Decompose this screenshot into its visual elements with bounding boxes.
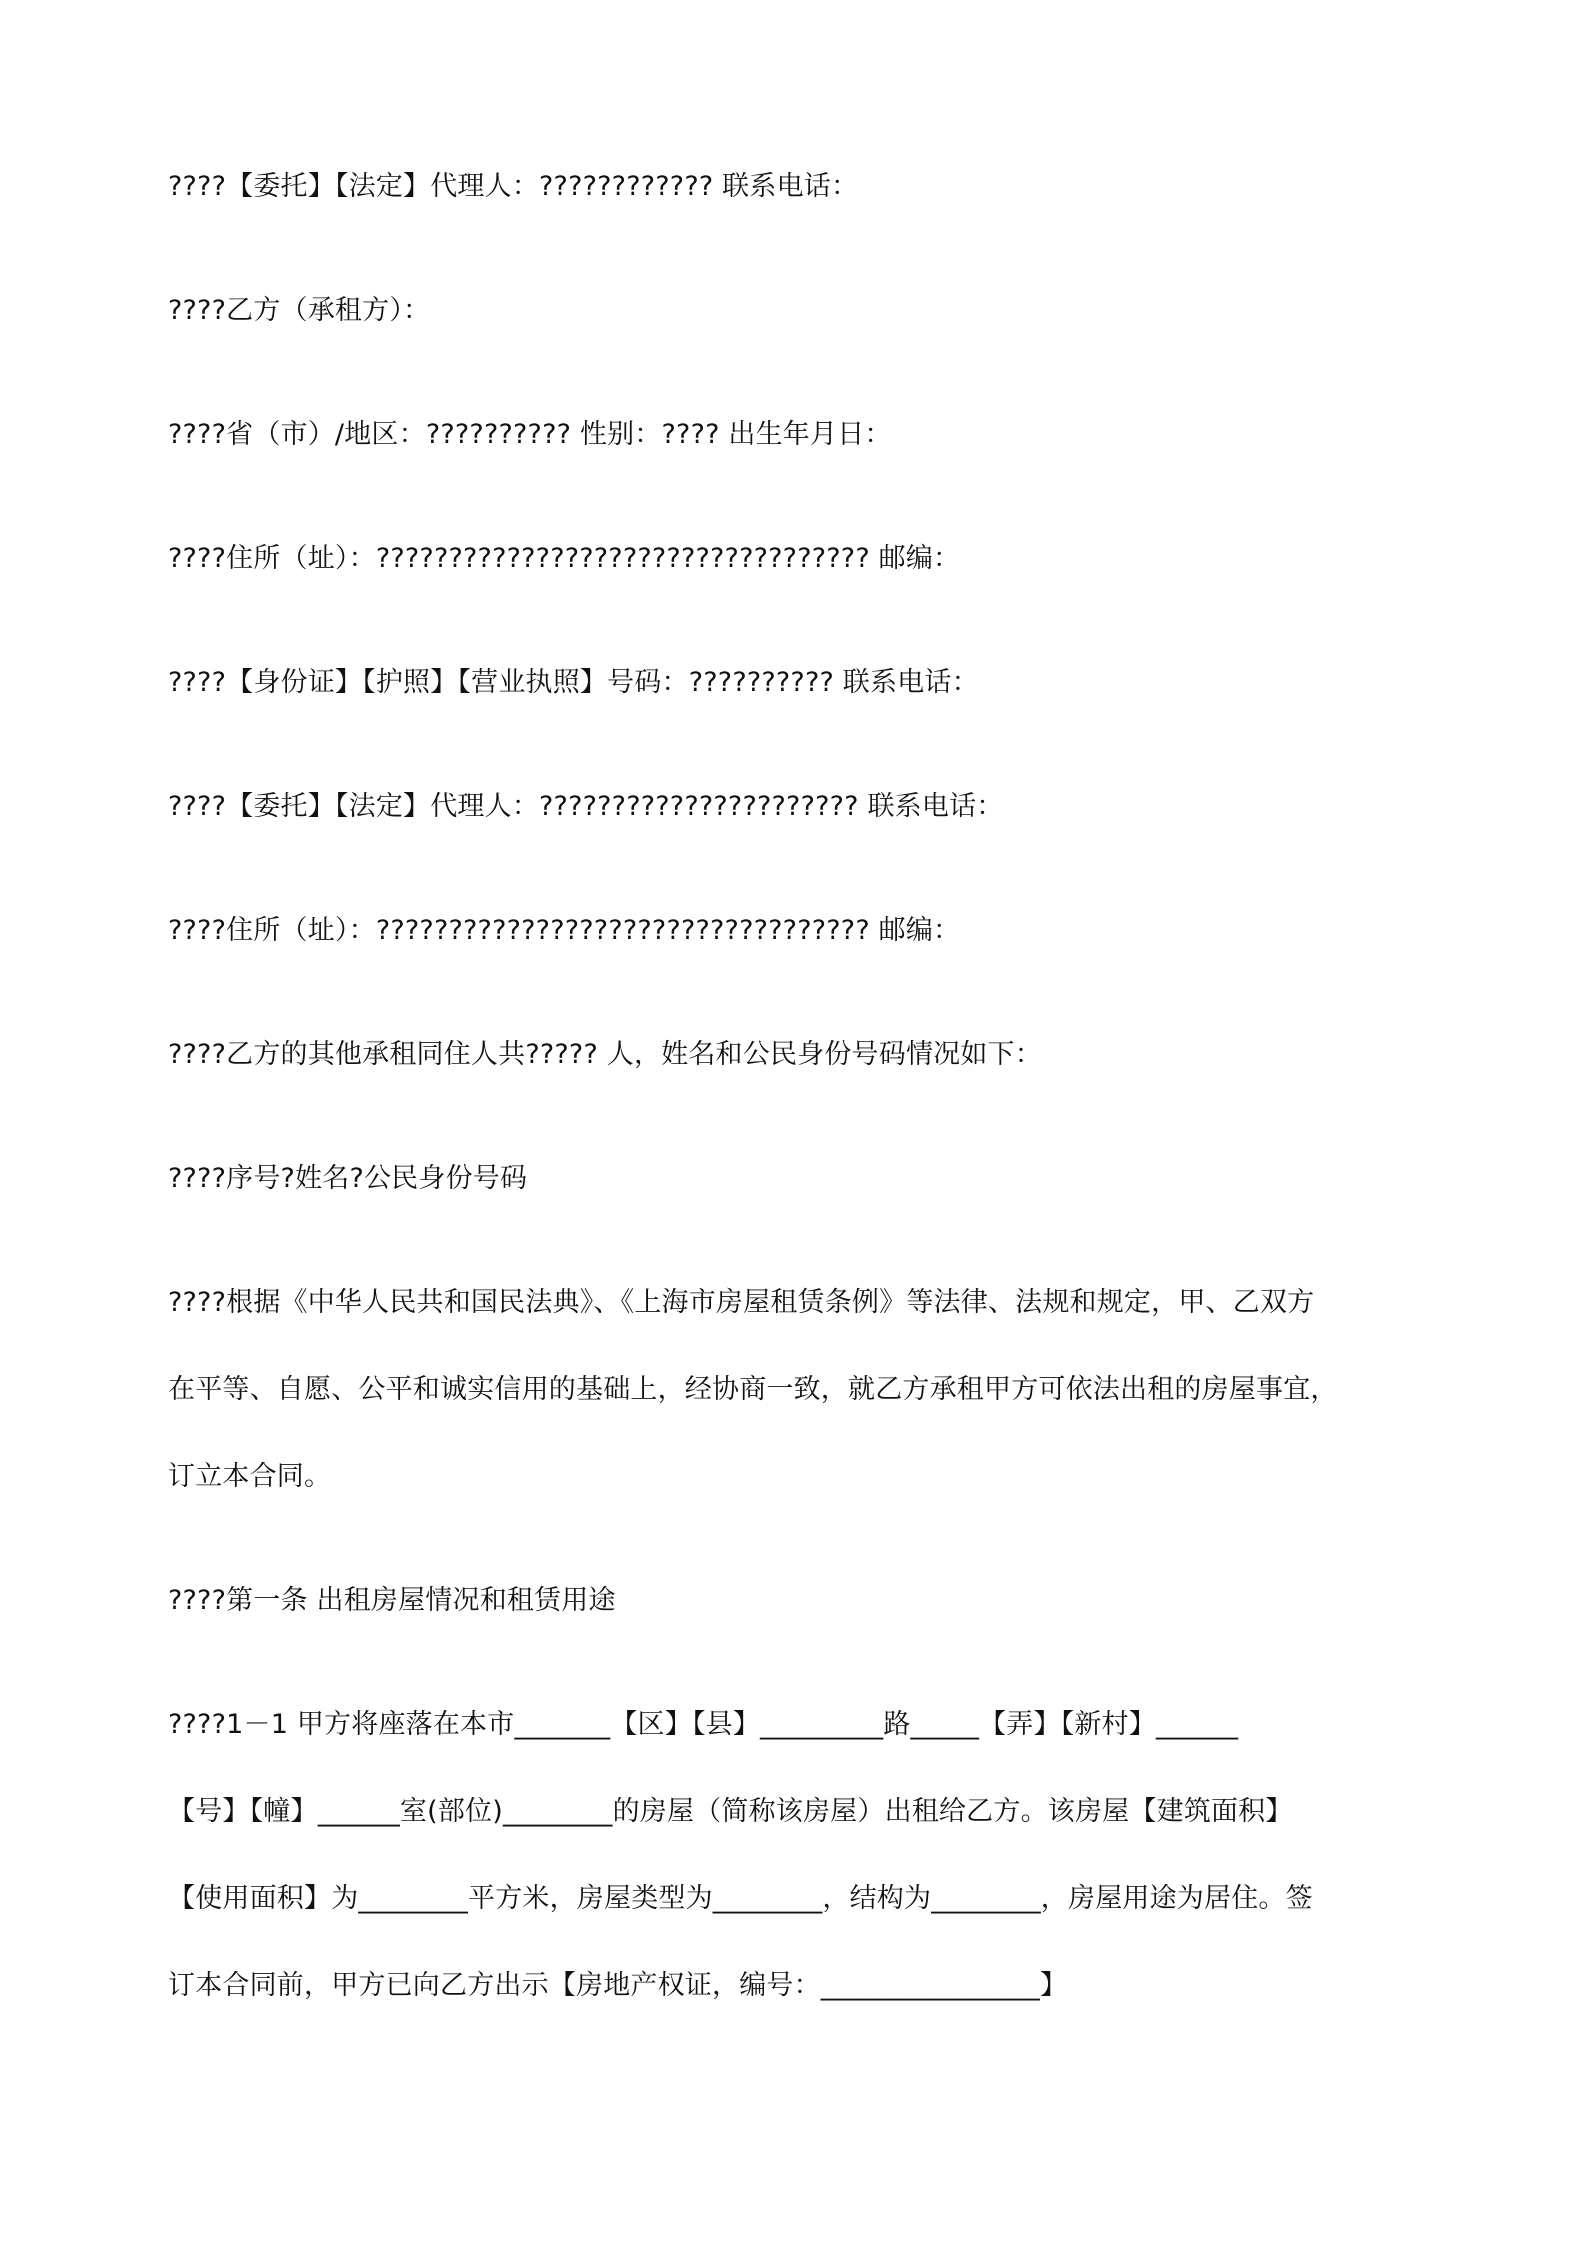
preamble-line-2: 在平等、自愿、公平和诚实信用的基础上，经协商一致，就乙方承租甲方可依法出租的房屋事宜， <box>168 1374 1338 1405</box>
clause-1-1-line-2: 【号】【幢】______室(部位)________的房屋（简称该房屋）出租给乙方。该房屋【建筑面积】 <box>168 1796 1293 1827</box>
province-gender-birth-line: ????省（市）/地区：?????????? 性别：???? 出生年月日： <box>168 419 892 450</box>
cohabitants-table-header: ????序号?姓名?公民身份号码 <box>168 1163 528 1194</box>
clause-1-1-line-4: 订本合同前，甲方已向乙方出示【房地产权证，编号：________________】 <box>168 1970 1068 2001</box>
clause-1-1-line-1: ????1－1 甲方将座落在本市_______【区】【县】_________路_____【弄】【新村】______ <box>168 1709 1239 1740</box>
article-1-heading: ????第一条 出租房屋情况和租赁用途 <box>168 1585 616 1616</box>
id-number-line: ????【身份证】【护照】【营业执照】号码：?????????? 联系电话： <box>168 667 979 698</box>
preamble-line-3: 订立本合同。 <box>168 1461 332 1492</box>
preamble-line-1: ????根据《中华人民共和国民法典》、《上海市房屋租赁条例》等法律、法规和规定，甲、乙双方 <box>168 1287 1315 1318</box>
party-b-heading: ????乙方（承租方）： <box>168 295 431 326</box>
address-line-1: ????住所（址）：?????????????????????????????????? 邮编： <box>168 543 961 574</box>
cohabitants-line: ????乙方的其他承租同住人共????? 人，姓名和公民身份号码情况如下： <box>168 1039 1042 1070</box>
clause-1-1-line-3: 【使用面积】为________平方米，房屋类型为________，结构为________，房屋用途为居住。签 <box>168 1883 1313 1914</box>
agent-line-2: ????【委托】【法定】代理人：?????????????????????? 联系电话： <box>168 791 1004 822</box>
address-line-2: ????住所（址）：?????????????????????????????????? 邮编： <box>168 915 961 946</box>
agent-line-1: ????【委托】【法定】代理人：???????????? 联系电话： <box>168 171 859 202</box>
